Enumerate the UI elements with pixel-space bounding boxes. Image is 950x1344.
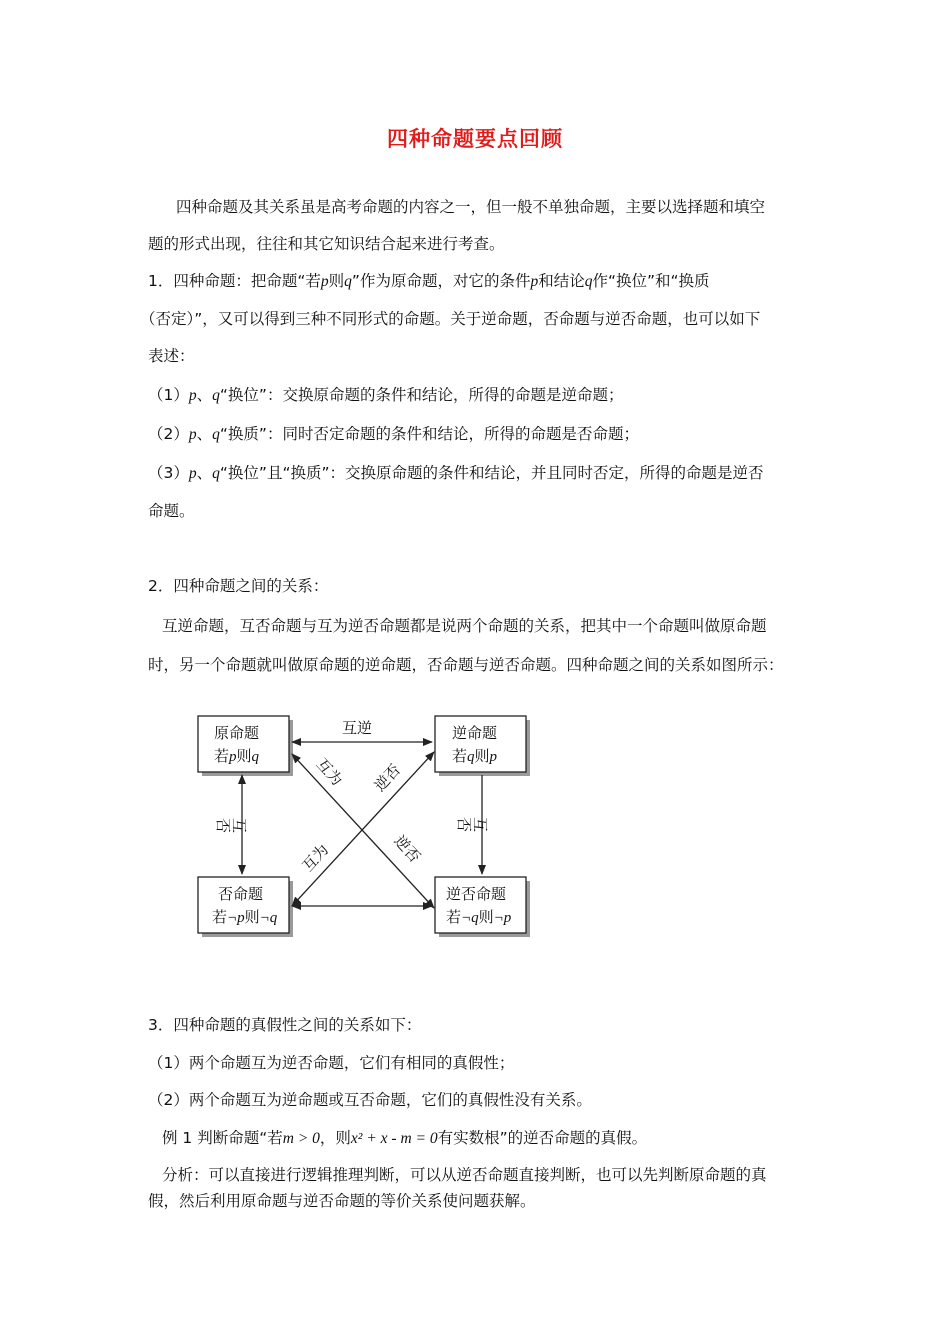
item-text: “换位”：交换原命题的条件和结论，所得的命题是逆命题；: [219, 386, 624, 404]
label-diag2-b: 逆否: [370, 760, 405, 796]
separator: 、: [196, 464, 213, 482]
box-inverse-title: 否命题: [218, 885, 264, 903]
label-left-1: 互: [230, 818, 248, 834]
s2-line-2: 时，另一个命题就叫做原命题的逆命题，否命题与逆否命题。四种命题之间的关系如图所示：: [148, 656, 784, 674]
var-q: q: [212, 426, 220, 443]
label-converse: 互逆: [342, 719, 373, 737]
s1-text-e: 作“换位”和“换质: [592, 272, 710, 290]
box-contrapositive: [435, 877, 530, 937]
var-p: p: [188, 426, 197, 443]
page-title: 四种命题要点回顾: [387, 127, 563, 151]
var-p: p: [188, 465, 197, 482]
arrow-diagonal-1: [292, 754, 434, 908]
box-converse-title: 逆命题: [452, 724, 498, 742]
label-left-2: 否: [214, 818, 232, 834]
var-q: q: [212, 387, 220, 404]
box-original: [198, 716, 293, 776]
analysis-line-1: 分析：可以直接进行逻辑推理判断，可以从逆否命题直接判断，也可以先判断原命题的真: [162, 1166, 767, 1184]
box-contrapositive-formula: 若¬q则¬p: [446, 908, 512, 926]
analysis-line-2: 假，然后利用原命题与逆否命题的等价关系使问题获解。: [148, 1192, 536, 1210]
s3-item-1: （1）两个命题互为逆否命题，它们有相同的真假性；: [148, 1054, 515, 1072]
item-number: （3）: [148, 464, 189, 482]
label-diag1-a: 互为: [312, 754, 347, 790]
intro-line-1: 四种命题及其关系虽是高考命题的内容之一，但一般不单独命题，主要以选择题和填空: [176, 198, 766, 216]
intro-line-2: 题的形式出现，往往和其它知识结合起来进行考查。: [148, 235, 505, 253]
example-1: [162, 1128, 647, 1149]
s1-item-3-cont: 命题。: [148, 502, 195, 520]
label-right-2: 否: [455, 817, 473, 833]
item-number: （1）: [148, 386, 189, 404]
box-inverse: [198, 877, 293, 937]
s1-text-c: ”作为原命题，对它的条件: [351, 272, 531, 290]
s1-text-b: 则: [328, 272, 345, 290]
example-text-a: 例 1 判断命题“若: [162, 1129, 283, 1147]
math-equation: x² + x - m = 0: [350, 1130, 438, 1147]
box-original-title: 原命题: [214, 724, 260, 742]
box-converse: [435, 716, 530, 776]
s1-text-d: 和结论: [538, 272, 585, 290]
var-p: p: [320, 273, 329, 290]
s3-heading: 3．四种命题的真假性之间的关系如下：: [148, 1016, 422, 1034]
box-contrapositive-title: 逆否命题: [446, 885, 507, 903]
separator: 、: [196, 386, 213, 404]
s3-item-2: （2）两个命题互为逆命题或互否命题，它们的真假性没有关系。: [148, 1091, 592, 1109]
example-text-c: 有实数根”的逆否命题的真假。: [437, 1129, 648, 1147]
s1-line-1: [148, 271, 710, 292]
four-propositions-diagram: [196, 706, 536, 942]
arrow-diagonal-2: [292, 752, 434, 906]
s1-line-2: （否定）”，又可以得到三种不同形式的命题。关于逆命题，否命题与逆否命题，也可以如下: [140, 310, 761, 328]
var-q: q: [584, 273, 593, 290]
s2-line-1: 互逆命题，互否命题与互为逆否命题都是说两个命题的关系，把其中一个命题叫做原命题: [162, 617, 767, 635]
box-original-formula: 若p则q: [214, 747, 260, 765]
box-inverse-formula: 若¬p则¬q: [212, 908, 278, 926]
s1-item-3: [148, 463, 764, 484]
item-text: “换质”：同时否定命题的条件和结论，所得的命题是否命题；: [219, 425, 639, 443]
s1-text-a: 1．四种命题：把命题“若: [148, 272, 321, 290]
item-text: “换位”且“换质”：交换原命题的条件和结论，并且同时否定，所得的命题是逆否: [219, 464, 764, 482]
var-q: q: [212, 465, 220, 482]
item-number: （2）: [148, 425, 189, 443]
label-right-1: 互: [471, 817, 489, 833]
s1-item-2: [148, 424, 639, 445]
label-diag2-a: 互为: [298, 840, 333, 876]
example-text-b: ，则: [319, 1129, 351, 1147]
var-q: q: [344, 273, 352, 290]
math-condition: m > 0: [282, 1130, 320, 1147]
box-converse-formula: 若q则p: [452, 747, 498, 765]
var-p: p: [530, 273, 539, 290]
var-p: p: [188, 387, 197, 404]
s1-line-3: 表述：: [148, 347, 195, 365]
label-diag1-b: 逆否: [390, 831, 424, 867]
separator: 、: [196, 425, 213, 443]
s2-heading: 2．四种命题之间的关系：: [148, 577, 329, 595]
s1-item-1: [148, 385, 623, 406]
